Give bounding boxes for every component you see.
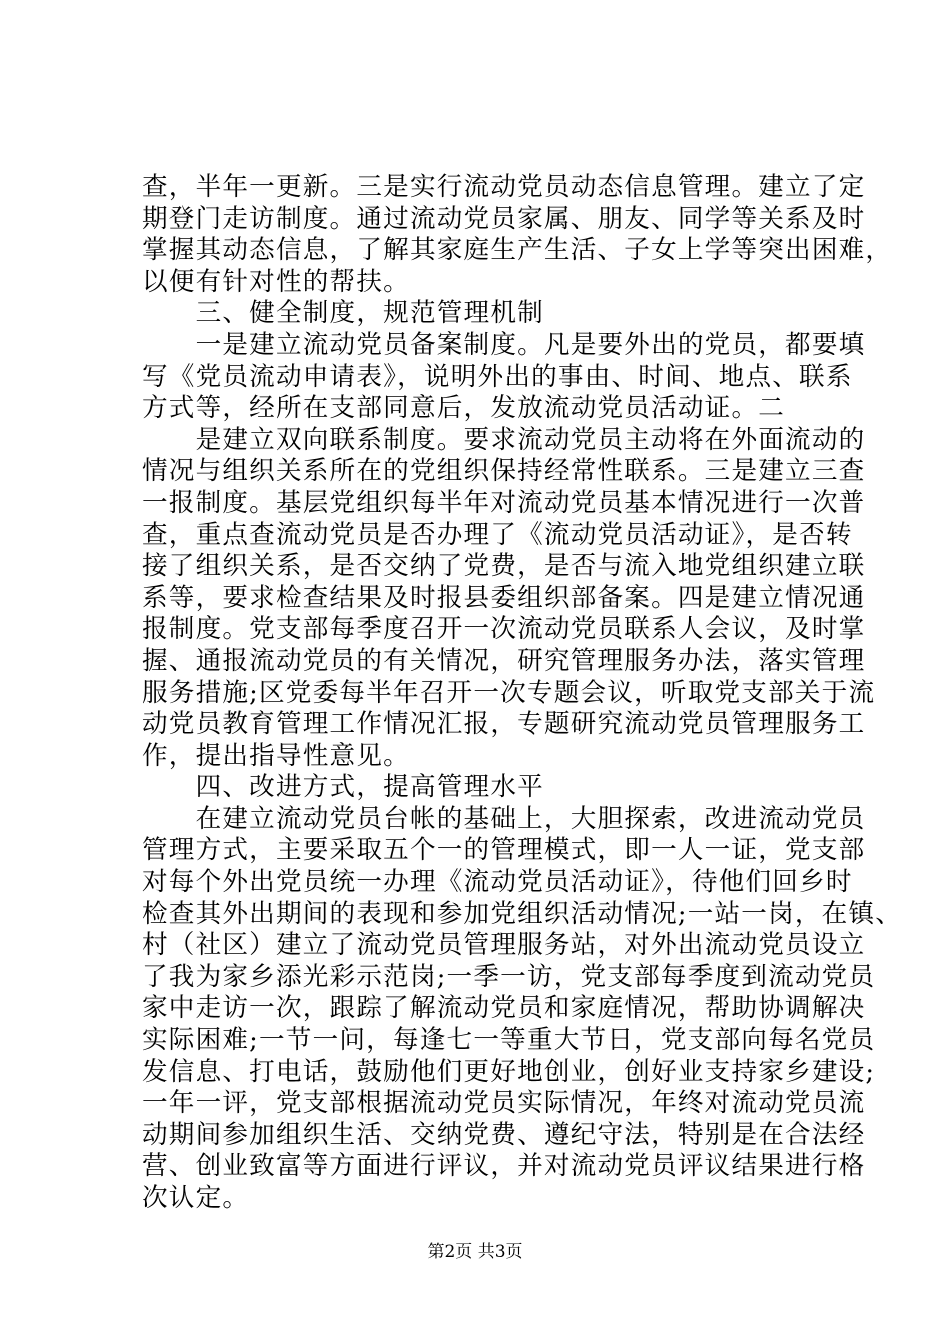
section-heading: 四、改进方式，提高管理水平 [142,772,544,803]
body-line: 检查其外出期间的表现和参加党组织活动情况;一站一岗，在镇、 [142,898,903,929]
body-line: 方式等，经所在支部同意后，发放流动党员活动证。二 [142,393,786,424]
body-line: 营、创业致富等方面进行评议，并对流动党员评议结果进行格 [142,1151,866,1182]
body-line: 一报制度。基层党组织每半年对流动党员基本情况进行一次普 [142,487,866,518]
body-line: 查，半年一更新。三是实行流动党员动态信息管理。建立了定 [142,172,866,202]
body-line: 一年一评，党支部根据流动党员实际情况，年终对流动党员流 [142,1088,866,1119]
body-line: 情况与组织关系所在的党组织保持经常性联系。三是建立三查 [142,456,866,487]
body-line: 期登门走访制度。通过流动党员家属、朋友、同学等关系及时 [142,203,866,234]
body-line: 动党员教育管理工作情况汇报，专题研究流动党员管理服务工 [142,709,866,740]
body-line: 作，提出指导性意见。 [142,740,410,771]
body-line: 动期间参加组织生活、交纳党费、遵纪守法，特别是在合法经 [142,1119,866,1150]
section-heading: 三、健全制度，规范管理机制 [142,298,544,329]
body-line: 接了组织关系，是否交纳了党费，是否与流入地党组织建立联 [142,551,866,582]
body-line: 掌握其动态信息，了解其家庭生产生活、子女上学等突出困难， [142,235,893,266]
body-line: 以便有针对性的帮扶。 [142,266,410,297]
body-line: 次认定。 [142,1183,250,1213]
page-footer: 第2页 共3页 [427,1242,523,1262]
body-line: 对每个外出党员统一办理《流动党员活动证》，待他们回乡时 [142,867,853,898]
body-line: 服务措施;区党委每半年召开一次专题会议，听取党支部关于流 [142,677,876,708]
body-line: 写《党员流动申请表》，说明外出的事由、时间、地点、联系 [142,361,853,392]
body-line: 握、通报流动党员的有关情况，研究管理服务办法，落实管理 [142,645,866,676]
document-body [142,172,903,1215]
body-line: 发信息、打电话，鼓励他们更好地创业，创好业支持家乡建设; [142,1056,876,1087]
body-line: 系等，要求检查结果及时报县委组织部备案。四是建立情况通 [142,582,866,613]
body-line: 家中走访一次，跟踪了解流动党员和家庭情况，帮助协调解决 [142,993,866,1024]
body-line: 一是建立流动党员备案制度。凡是要外出的党员，都要填 [142,329,866,360]
body-line: 查，重点查流动党员是否办理了《流动党员活动证》，是否转 [142,519,853,550]
body-line: 在建立流动党员台帐的基础上，大胆探索，改进流动党员 [142,803,866,834]
body-line: 实际困难;一节一问，每逢七一等重大节日，党支部向每名党员 [142,1025,876,1056]
body-line: 管理方式，主要采取五个一的管理模式，即一人一证，党支部 [142,835,866,866]
body-line: 了我为家乡添光彩示范岗;一季一访，党支部每季度到流动党员 [142,961,876,992]
body-line: 是建立双向联系制度。要求流动党员主动将在外面流动的 [142,424,866,455]
body-line: 村（社区）建立了流动党员管理服务站，对外出流动党员设立 [142,930,866,961]
body-line: 报制度。党支部每季度召开一次流动党员联系人会议，及时掌 [142,614,866,645]
